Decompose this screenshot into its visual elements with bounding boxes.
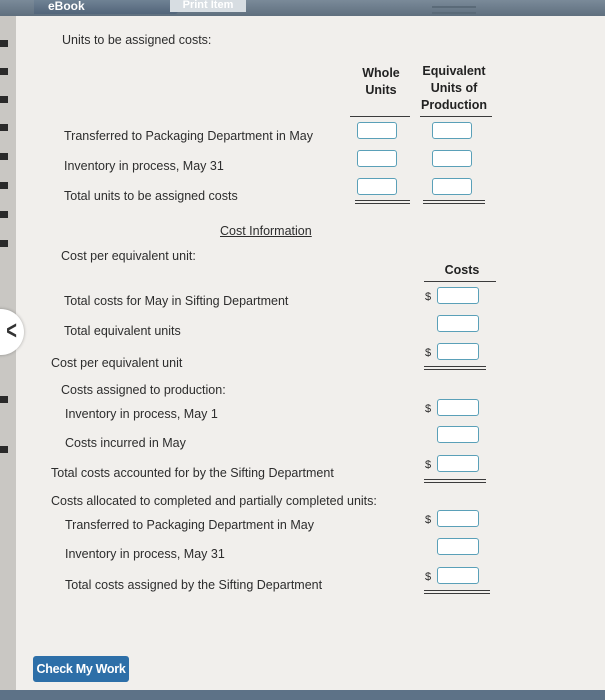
total-rule [424, 593, 490, 594]
equiv-units-total-input[interactable] [432, 178, 472, 195]
row-total-units-label: Total units to be assigned costs [64, 189, 238, 203]
total-rule [355, 203, 410, 204]
whole-units-total-input[interactable] [357, 178, 397, 195]
left-marker [0, 40, 8, 47]
costs-incurred-may-input[interactable] [437, 426, 479, 443]
print-item-tab[interactable]: Print Item [170, 0, 246, 12]
header-rule [420, 116, 492, 117]
costs-allocated-label: Costs allocated to completed and partially completed units: [51, 494, 377, 508]
cost-per-equiv-title: Cost per equivalent unit: [61, 249, 196, 263]
costs-assigned-production-label: Costs assigned to production: [61, 383, 226, 397]
whole-units-header: Whole Units [362, 66, 400, 97]
ebook-tab[interactable]: eBook [34, 0, 178, 14]
left-marker [0, 68, 8, 75]
total-costs-may-label: Total costs for May in Sifting Department [64, 294, 289, 308]
total-rule [424, 482, 486, 483]
total-equiv-units-label: Total equivalent units [64, 324, 181, 338]
check-my-work-button[interactable]: Check My Work [33, 656, 129, 682]
dollar-sign: $ [425, 514, 432, 526]
costs-header: Costs [444, 263, 480, 277]
inventory-may1-input[interactable] [437, 399, 479, 416]
total-costs-may-input[interactable] [437, 287, 479, 304]
equiv-units-inventory-input[interactable] [432, 150, 472, 167]
left-marker [0, 182, 8, 189]
total-rule [423, 203, 485, 204]
divider [432, 12, 476, 14]
total-rule [355, 200, 410, 201]
left-marker [0, 240, 8, 247]
total-rule [424, 366, 486, 367]
left-marker [0, 446, 8, 453]
left-marker [0, 211, 8, 218]
inventory-may31-label: Inventory in process, May 31 [65, 547, 225, 561]
total-rule [423, 200, 485, 201]
row-inventory-label: Inventory in process, May 31 [64, 159, 224, 173]
bottom-bar [0, 690, 605, 700]
header-rule [350, 116, 410, 117]
whole-units-transferred-input[interactable] [357, 122, 397, 139]
divider [432, 6, 476, 8]
cost-information-link[interactable]: Cost Information [220, 224, 312, 238]
transferred-packaging-cost-input[interactable] [437, 510, 479, 527]
costs-incurred-may-label: Costs incurred in May [65, 436, 186, 450]
inventory-may1-label: Inventory in process, May 1 [65, 407, 218, 421]
total-accounted-label: Total costs accounted for by the Sifting Department [51, 466, 334, 480]
inventory-may31-cost-input[interactable] [437, 538, 479, 555]
transferred-packaging-label: Transferred to Packaging Department in May [65, 518, 314, 532]
total-equiv-units-input[interactable] [437, 315, 479, 332]
left-marker [0, 396, 8, 403]
dollar-sign: $ [425, 459, 432, 471]
equivalent-units-header: Equivalent Units of Production [421, 64, 487, 112]
cost-per-equiv-unit-input[interactable] [437, 343, 479, 360]
total-rule [424, 590, 490, 591]
total-assigned-label: Total costs assigned by the Sifting Department [65, 578, 323, 592]
whole-units-inventory-input[interactable] [357, 150, 397, 167]
dollar-sign: $ [425, 403, 432, 415]
dollar-sign: $ [425, 291, 432, 303]
left-marker [0, 96, 8, 103]
chevron-left-icon: < [6, 315, 17, 345]
costs-header-rule [424, 281, 496, 282]
left-marker [0, 153, 8, 160]
equiv-units-transferred-input[interactable] [432, 122, 472, 139]
left-marker [0, 124, 8, 131]
left-strip [0, 16, 16, 700]
total-assigned-input[interactable] [437, 567, 479, 584]
total-rule [424, 369, 486, 370]
row-transferred-label: Transferred to Packaging Department in May [64, 129, 313, 143]
total-accounted-input[interactable] [437, 455, 479, 472]
dollar-sign: $ [425, 347, 432, 359]
dollar-sign: $ [425, 571, 432, 583]
section-title: Units to be assigned costs: [62, 33, 212, 47]
cost-per-equiv-unit-label: Cost per equivalent unit [51, 356, 183, 370]
total-rule [424, 479, 486, 480]
